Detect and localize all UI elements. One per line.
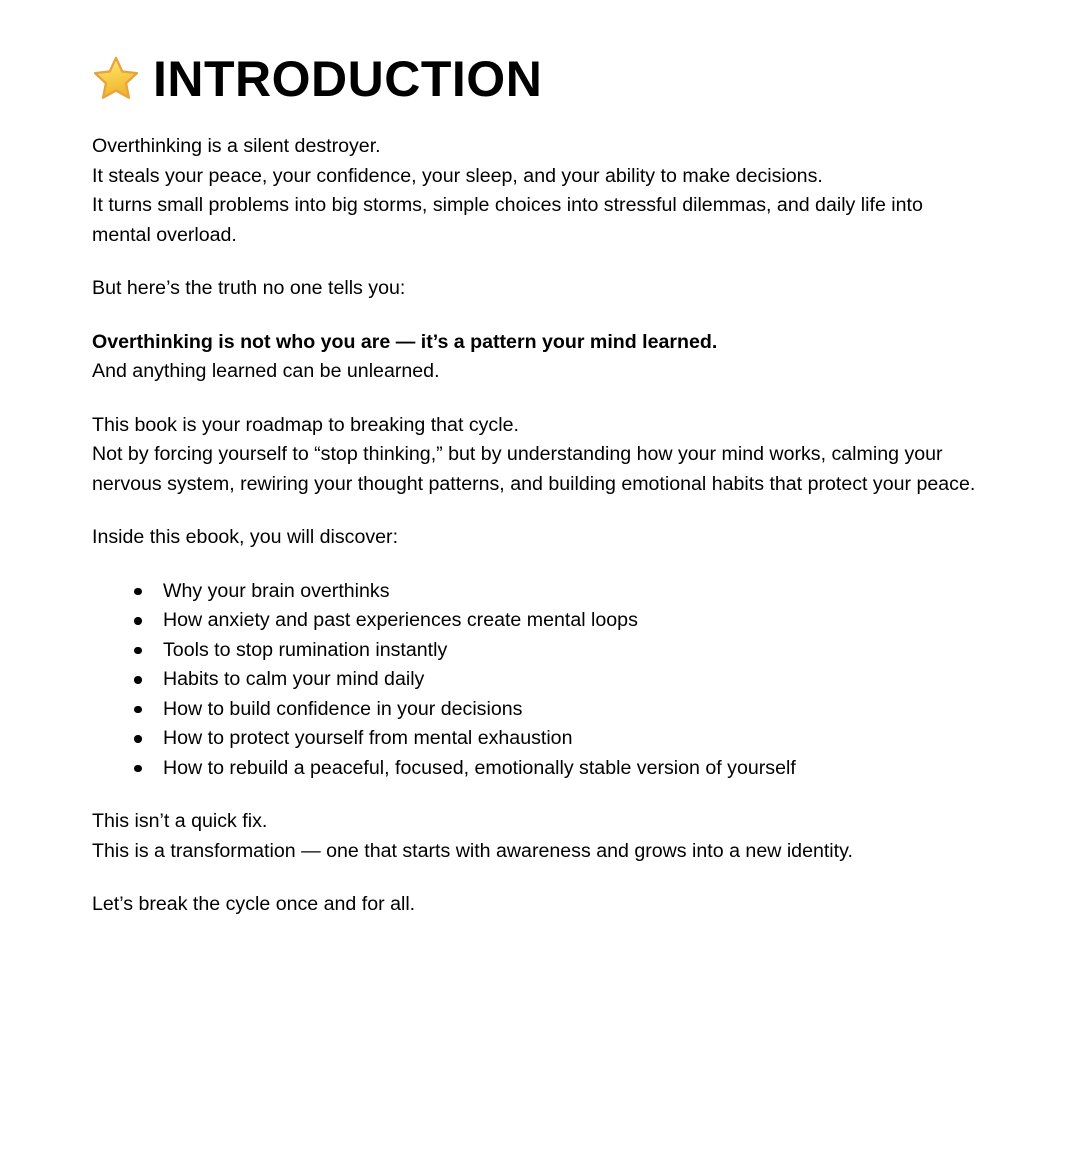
paragraph-intro xyxy=(92,132,982,250)
paragraph-final xyxy=(92,890,982,920)
paragraph-discover-lead xyxy=(92,523,982,553)
paragraph-pattern xyxy=(92,328,982,387)
star-icon xyxy=(92,56,140,102)
bullet-list xyxy=(92,577,982,784)
list-item: Tools to stop rumination instantly xyxy=(92,636,982,666)
text-line: It steals your peace, your confidence, your sleep, and your ability to make decisions. xyxy=(92,164,823,187)
list-item: How to protect yourself from mental exhaustion xyxy=(92,724,982,754)
list-item: How anxiety and past experiences create mental loops xyxy=(92,606,982,636)
document-body xyxy=(92,132,982,920)
list-item: How to rebuild a peaceful, focused, emotionally stable version of yourself xyxy=(92,754,982,784)
text-line: This isn’t a quick fix. xyxy=(92,810,268,832)
text-line: It turns small problems into big storms, simple choices into stressful dilemmas, and daily life into mental overload. xyxy=(92,194,923,246)
text-line: But here’s the truth no one tells you: xyxy=(92,277,406,299)
text-line: And anything learned can be unlearned. xyxy=(92,360,440,382)
text-line: This book is your roadmap to breaking that cycle. xyxy=(92,413,519,436)
paragraph-truth-lead xyxy=(92,274,982,304)
text-line: Not by forcing yourself to “stop thinking,” but by understanding how your mind works, calming your nervous system, rewiring your thought patterns, and building emotional habits that protect your peace. xyxy=(92,443,976,495)
text-line: Inside this ebook, you will discover: xyxy=(92,526,399,548)
page-title xyxy=(92,52,982,106)
text-line: Overthinking is a silent destroyer. xyxy=(92,135,381,157)
paragraph-closing xyxy=(92,807,982,866)
text-line: This is a transformation — one that starts with awareness and grows into a new identity. xyxy=(92,839,853,862)
page-title-text: INTRODUCTION xyxy=(153,51,543,107)
paragraph-roadmap xyxy=(92,411,982,500)
list-item: Why your brain overthinks xyxy=(92,577,982,607)
text-line: Let’s break the cycle once and for all. xyxy=(92,893,416,915)
list-item: Habits to calm your mind daily xyxy=(92,665,982,695)
list-item: How to build confidence in your decisions xyxy=(92,695,982,725)
emphasis-line: Overthinking is not who you are — it’s a pattern your mind learned. xyxy=(92,330,718,353)
